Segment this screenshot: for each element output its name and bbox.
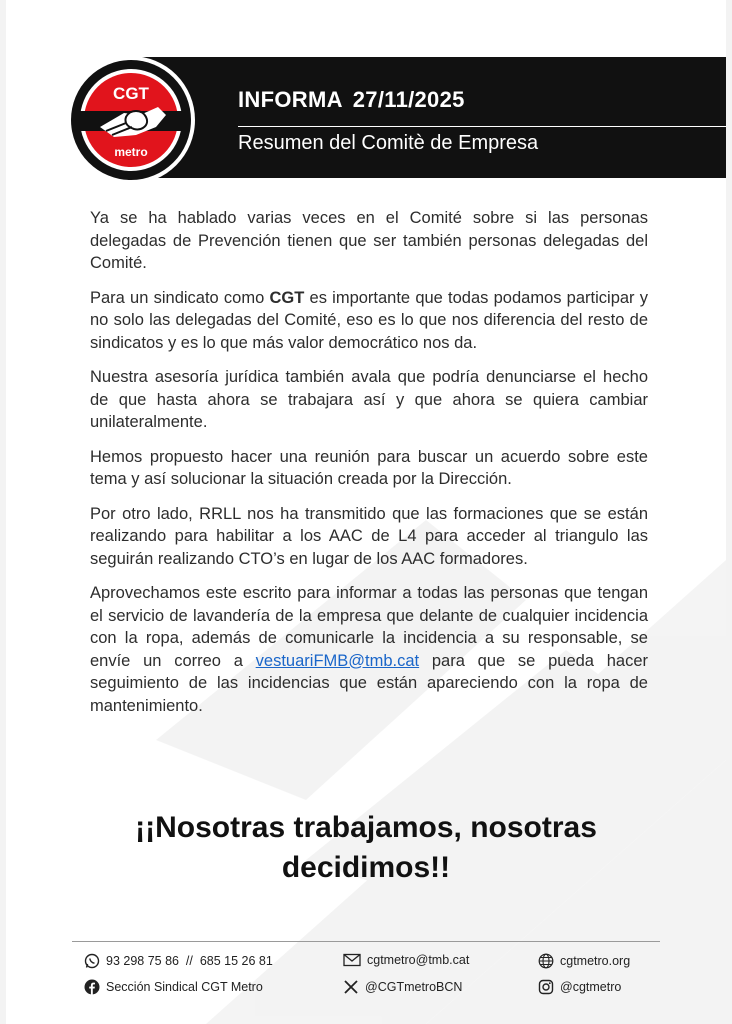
header-title (238, 87, 465, 113)
logo-text-top: CGT (113, 84, 149, 103)
paragraph-6-text: Aprovechamos este escrito para informar a todas las personas que tengan el servicio de lavandería de la empresa que delante de cualquier incidencia con la ropa, además de comunicarle la incidencia a su responsable, se envíe un correo a (90, 584, 648, 670)
paragraph-6 (90, 582, 648, 717)
footer-email[interactable] (343, 953, 469, 967)
paragraph-3: Nuestra asesoría jurídica también avala que podría denunciarse el hecho de que hasta ahora se trabajara así y que ahora se quiera cambiar unilateralmente. (90, 368, 648, 431)
slogan (6, 808, 726, 888)
footer-instagram[interactable] (538, 979, 621, 995)
instagram-text: @cgtmetro (560, 980, 622, 994)
globe-icon (538, 953, 554, 969)
email-text: cgtmetro@tmb.cat (367, 953, 470, 967)
paragraph-2 (90, 287, 648, 355)
footer-divider (72, 941, 660, 942)
facebook-icon (84, 979, 100, 995)
header-subtitle: Resumen del Comitè de Empresa (238, 132, 539, 154)
logo-text-bottom: metro (114, 145, 148, 159)
cgt-metro-logo (66, 55, 196, 185)
body-text (90, 207, 648, 729)
header-divider (238, 126, 726, 127)
paragraph-5: Por otro lado, RRLL nos ha transmitido que las formaciones que se están realizando para habilitar a los AAC de L4 para acceder al triangulo las seguirán realizando CTO’s en lugar de los AAC formadores. (90, 504, 648, 568)
facebook-text: Sección Sindical CGT Metro (106, 980, 263, 994)
slogan-line-1: ¡¡Nosotras trabajamos, nosotras (135, 811, 597, 844)
paragraph-2-text: Para un sindicato como (90, 288, 270, 307)
cgt-bold: CGT (269, 288, 305, 307)
header-bar (136, 57, 726, 178)
paragraph-1: Ya se ha hablado varias veces en el Comité sobre si las personas delegadas de Prevención tienen que ser también personas delegadas del Comité. (90, 209, 648, 272)
paragraph-6-text-end: para que se pueda hacer seguimiento de las incidencias que están apareciendo con la ropa de mantenimiento. (90, 651, 649, 715)
footer-phones (84, 953, 273, 969)
whatsapp-icon (84, 953, 100, 969)
header-label: INFORMA (238, 87, 343, 112)
slogan-line-2: decidimos!! (281, 851, 451, 884)
footer-website[interactable] (538, 953, 630, 969)
paragraph-4: Hemos propuesto hacer una reunión para buscar un acuerdo sobre este tema y así solucionar la situación creada por la Dirección. (90, 447, 648, 488)
twitter-text: @CGTmetroBCN (365, 980, 463, 994)
footer-twitter[interactable] (343, 979, 462, 995)
x-twitter-icon (343, 979, 359, 995)
footer-facebook[interactable] (84, 979, 263, 995)
email-link[interactable]: vestuariFMB@tmb.cat (255, 651, 420, 670)
phones-text: 93 298 75 86 // 685 15 26 81 (106, 954, 273, 968)
header-date: 27/11/2025 (352, 87, 465, 112)
instagram-icon (538, 979, 554, 995)
document-page (6, 0, 726, 1024)
paragraph-2-text-end: es importante que todas podamos participar y no solo las delegadas del Comité, eso es lo que nos diferencia del resto de sindicatos y es lo que más valor democrático nos da. (90, 288, 648, 352)
website-text: cgtmetro.org (560, 954, 631, 968)
mail-icon (343, 953, 361, 967)
